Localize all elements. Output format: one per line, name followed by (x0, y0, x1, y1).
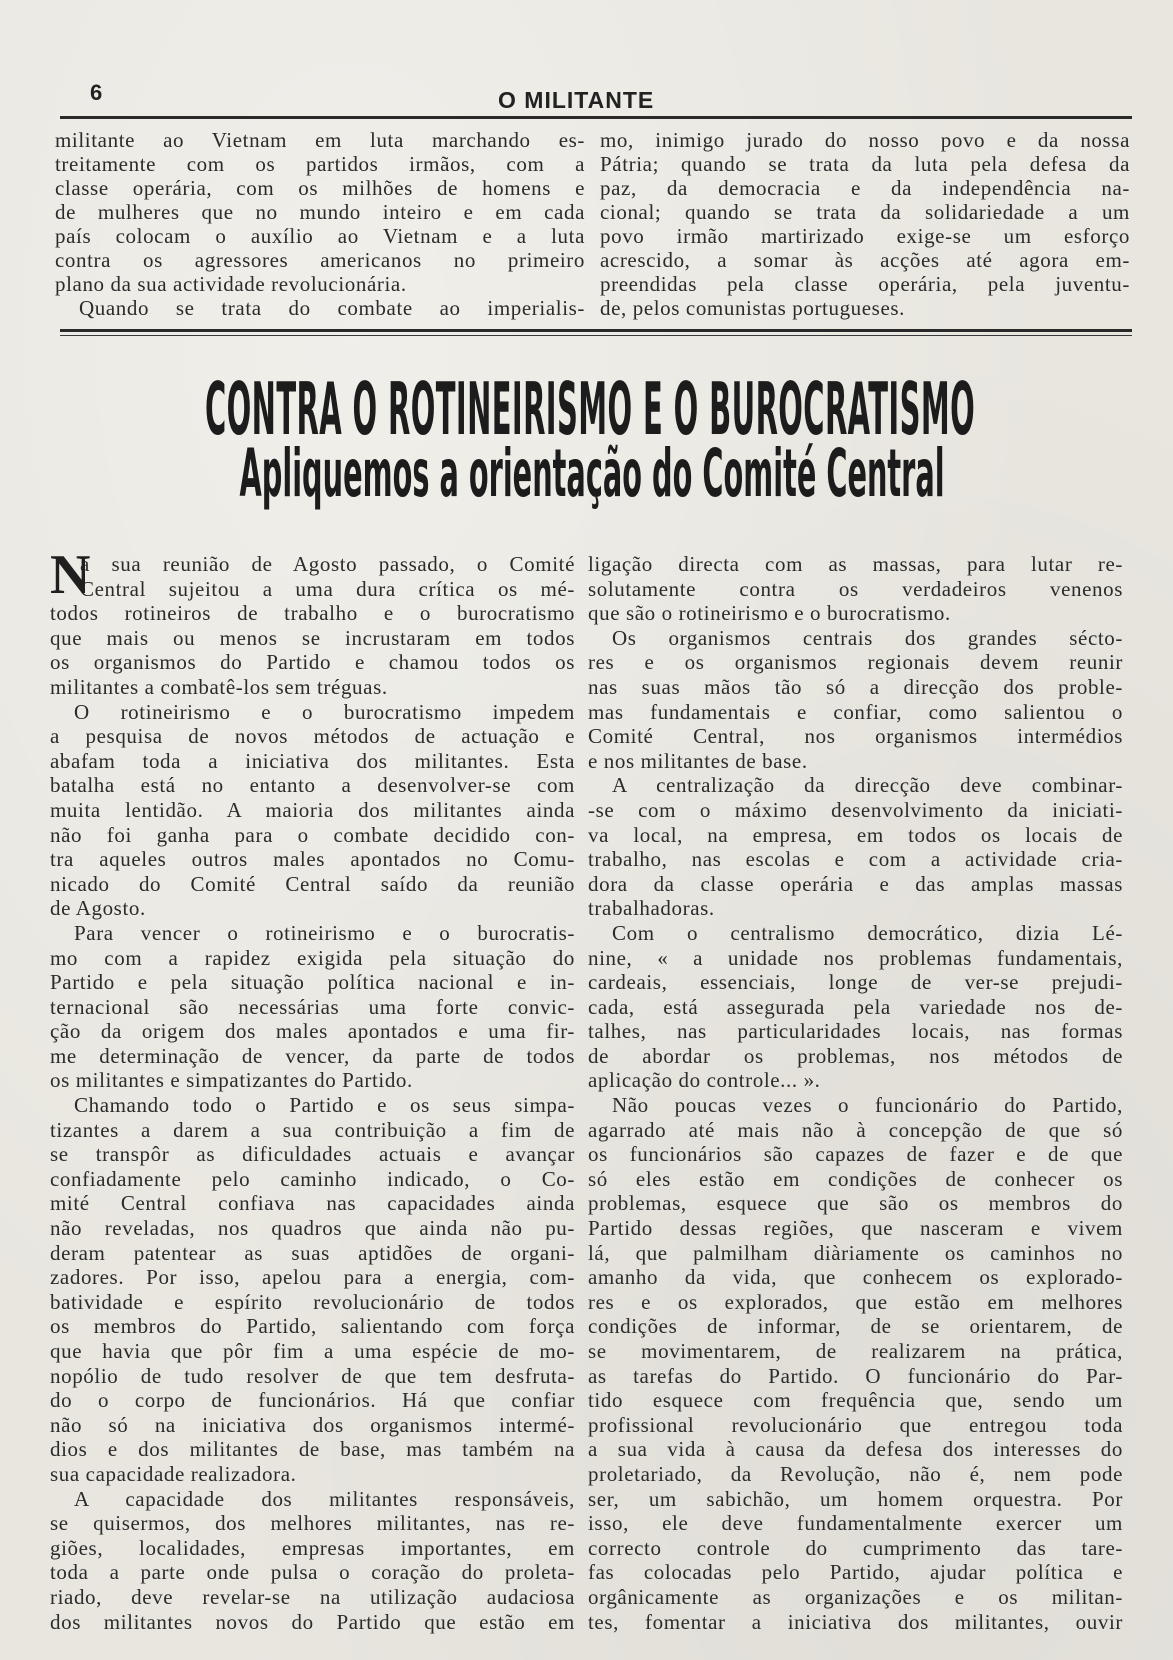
text-line: correcto controle do cumprimento das tare- (588, 1535, 1123, 1560)
text-line: país colocam o auxílio ao Vietnam e a luta (55, 224, 585, 248)
text-line: va local, na empresa, em todos os locais de (588, 822, 1123, 847)
drop-cap: N (50, 544, 92, 606)
text-line: a sua vida à causa da defesa dos interesses do (588, 1437, 1123, 1462)
text-line: cional; quando se trata da solidariedade a um (600, 200, 1130, 224)
paragraph (50, 552, 575, 700)
text-line: todos rotineiros de trabalho e o burocratismo (50, 601, 575, 626)
text-line: os funcionários são capazes de fazer e de que (588, 1142, 1123, 1167)
text-line: povo irmão martirizado exige-se um esforço (600, 224, 1130, 248)
text-line: que mais ou menos se incrustaram em todos (50, 625, 575, 650)
paragraph (50, 1487, 575, 1635)
text-line: não foi ganha para o combate decidido con- (50, 822, 575, 847)
text-line: classe operária, com os milhões de homens e (55, 176, 585, 200)
text-line: os militantes e simpatizantes do Partido. (50, 1068, 413, 1093)
text-line: ser, um sabichão, um homem orquestra. Por (588, 1486, 1123, 1511)
text-line: militantes a combatê-los sem tréguas. (50, 674, 388, 699)
text-line: res e os organismos regionais devem reunir (588, 650, 1123, 675)
text-line: nopólio de tudo resolver de que tem desfruta- (50, 1363, 575, 1388)
text-line: problemas, esquece que são os membros do (588, 1191, 1123, 1216)
text-line: acrescido, a somar às acções até agora em- (600, 248, 1130, 272)
text-line: os membros do Partido, salientando com força (50, 1314, 575, 1339)
text-line: Chamando todo o Partido e os seus simpa- (74, 1093, 575, 1118)
intro-column-left (55, 128, 585, 320)
paragraph (588, 1093, 1123, 1634)
text-line: não reveladas, nos quadros que ainda não pu- (50, 1216, 575, 1241)
text-line: Os organismos centrais dos grandes sécto- (612, 625, 1123, 650)
text-line: res e os explorados, que estão em melhores (588, 1289, 1123, 1314)
text-line: toda a parte onde pulsa o coração do proleta- (50, 1560, 575, 1585)
text-line: fas colocadas pelo Partido, ajudar política e (588, 1560, 1123, 1585)
paragraph (50, 700, 575, 921)
headline: CONTRA O ROTINEIRISMO E O BUROCRATISMO (205, 367, 976, 451)
text-line: amanho da vida, que conhecem os explorado- (588, 1265, 1123, 1290)
text-line: -se com o máximo desenvolvimento da iniciati- (588, 797, 1123, 822)
text-line: tizantes a darem a sua contribuição a fim de (50, 1117, 575, 1142)
article-column-right (588, 552, 1123, 1634)
text-line: Com o centralismo democrático, dizia Lé- (612, 920, 1123, 945)
text-line: Partido dessas regiões, que nasceram e vivem (588, 1216, 1123, 1241)
text-line: treitamente com os partidos irmãos, com a (55, 152, 585, 176)
paragraph (50, 921, 575, 1093)
text-line: dos militantes novos do Partido que estão em (50, 1609, 575, 1634)
text-line: talhes, nas particularidades locais, nas formas (588, 1019, 1123, 1044)
intro-column-right (600, 128, 1130, 320)
text-line: paz, da democracia e da independência na- (600, 176, 1130, 200)
text-line: giões, localidades, empresas importantes, em (50, 1535, 575, 1560)
text-line: confiadamente pelo caminho indicado, o Co- (50, 1166, 575, 1191)
paragraph (588, 921, 1123, 1093)
text-line: A capacidade dos militantes responsáveis, (74, 1486, 575, 1511)
text-line: ligação directa com as massas, para lutar re- (588, 552, 1123, 576)
text-line: riado, deve revelar-se na utilização audaciosa (50, 1584, 575, 1609)
text-line: solutamente contra os verdadeiros venenos (588, 576, 1123, 601)
paragraph (50, 1093, 575, 1487)
text-line: se transpôr as dificuldades actuais e avançar (50, 1142, 575, 1167)
page-number: 6 (90, 80, 103, 105)
section-divider-thin (60, 335, 1132, 336)
text-line: Quando se trata do combate ao imperialis- (79, 296, 585, 320)
text-line: do o corpo de funcionários. Há que confiar (50, 1388, 575, 1413)
text-line: trabalho, nas escolas e com a actividade cria- (588, 847, 1123, 872)
text-line: e nos militantes de base. (588, 748, 808, 773)
text-line: cada, está assegurada pela variedade nos de- (588, 994, 1123, 1019)
text-line: que havia que pôr fim a uma espécie de mo- (50, 1339, 575, 1363)
section-divider (60, 329, 1132, 332)
text-line: batividade e espírito revolucionário de todos (50, 1289, 575, 1314)
text-line: de mulheres que no mundo inteiro e em cada (55, 200, 585, 224)
paragraph (55, 128, 585, 296)
header-rule (60, 116, 1132, 119)
text-line: nicado do Comité Central saído da reunião (50, 871, 575, 896)
text-line: Pátria; quando se trata da luta pela defesa da (600, 152, 1130, 176)
text-line: proletariado, da Revolução, não é, nem pode (588, 1461, 1123, 1486)
text-line: abafam toda a iniciativa dos militantes. Esta (50, 748, 575, 773)
paragraph (588, 773, 1123, 921)
text-line: trabalhadoras. (588, 896, 715, 921)
text-line: isso, ele deve fundamentalmente exercer um (588, 1511, 1123, 1536)
text-line: zadores. Por isso, apelou para a energia, com- (50, 1265, 575, 1290)
text-line: agarrado até mais não à concepção de que só (588, 1117, 1123, 1142)
paragraph (588, 626, 1123, 774)
text-line: contra os agressores americanos no primeiro (55, 248, 585, 272)
text-line: as tarefas do Partido. O funcionário do Par- (588, 1363, 1123, 1388)
text-line: mité Central confiava nas capacidades ainda (50, 1191, 575, 1216)
text-line: cardeais, essenciais, longe de ver-se prejudi- (588, 970, 1123, 995)
text-line: não só na iniciativa dos organismos intermé- (50, 1412, 575, 1437)
subheadline: Apliquemos a orientação do Comité Central (239, 435, 945, 512)
text-line: só eles estão em condições de conhecer os (588, 1166, 1123, 1191)
text-line: tido esquece com frequência que, sendo um (588, 1388, 1123, 1413)
text-line: O rotineirismo e o burocratismo impedem (74, 699, 575, 724)
text-line: plano da sua actividade revolucionária. (55, 272, 407, 296)
text-line: me determinação de vencer, da parte de todos (50, 1043, 575, 1068)
text-line: tes, fomentar a iniciativa dos militantes, ouvir (588, 1609, 1123, 1634)
text-line: sua capacidade realizadora. (50, 1461, 297, 1486)
paragraph (588, 552, 1123, 626)
text-line: os organismos do Partido e chamou todos os (50, 650, 575, 675)
text-line: de Agosto. (50, 896, 146, 921)
text-line: ternacional são necessárias uma forte convic- (50, 994, 575, 1019)
text-line: batalha está no entanto a desenvolver-se com (50, 773, 575, 798)
text-line: Comité Central, nos organismos intermédios (588, 724, 1123, 749)
text-line: a sua reunião de Agosto passado, o Comité (80, 552, 575, 576)
text-line: Para vencer o rotineirismo e o burocratis- (74, 920, 575, 945)
text-line: militante ao Vietnam em luta marchando es- (55, 128, 585, 152)
text-line: de abordar os problemas, nos métodos de (588, 1043, 1123, 1068)
text-line: dios e dos militantes de base, mas também na (50, 1437, 575, 1462)
text-line: nas suas mãos tão só a direcção dos proble- (588, 674, 1123, 699)
text-line: Central sujeitou a uma dura crítica os mé- (80, 576, 575, 601)
text-line: tra aqueles outros males apontados no Comu- (50, 847, 575, 872)
text-line: profissional revolucionário que entregou toda (588, 1412, 1123, 1437)
text-line: Partido e pela situação política nacional e in- (50, 970, 575, 995)
text-line: orgânicamente as organizações e os militan- (588, 1584, 1123, 1609)
article-column-left (50, 544, 575, 1634)
text-line: a pesquisa de novos métodos de actuação e (50, 724, 575, 749)
text-line: que são o rotineirismo e o burocratismo. (588, 601, 951, 626)
text-line: condições de informar, de se orientarem, de (588, 1314, 1123, 1339)
text-line: A centralização da direcção deve combinar- (612, 773, 1123, 798)
text-line: muita lentidão. A maioria dos militantes ainda (50, 797, 575, 822)
text-line: preendidas pela classe operária, pela juventu- (600, 272, 1130, 296)
text-line: deram patentear as suas aptidões de organi- (50, 1240, 575, 1265)
publication-title: O MILITANTE (498, 87, 655, 113)
text-line: Não poucas vezes o funcionário do Partido, (612, 1093, 1123, 1118)
text-line: nine, « a unidade nos problemas fundamentais, (588, 945, 1123, 970)
text-line: de, pelos comunistas portugueses. (600, 296, 906, 320)
text-line: mas fundamentais e confiar, como salientou o (588, 699, 1123, 724)
text-line: lá, que palmilham diàriamente os caminhos no (588, 1240, 1123, 1265)
text-line: mo, inimigo jurado do nosso povo e da nossa (600, 128, 1130, 152)
paragraph (55, 296, 585, 320)
text-line: se quisermos, dos melhores militantes, nas re- (50, 1511, 575, 1536)
paragraph (600, 128, 1130, 320)
text-line: dora da classe operária e das amplas massas (588, 871, 1123, 896)
text-line: mo com a rapidez exigida pela situação do (50, 945, 575, 970)
text-line: ção da origem dos males apontados e uma fir- (50, 1019, 575, 1044)
text-line: se movimentarem, de realizarem na prática, (588, 1339, 1123, 1363)
text-line: aplicação do controle... ». (588, 1068, 821, 1093)
